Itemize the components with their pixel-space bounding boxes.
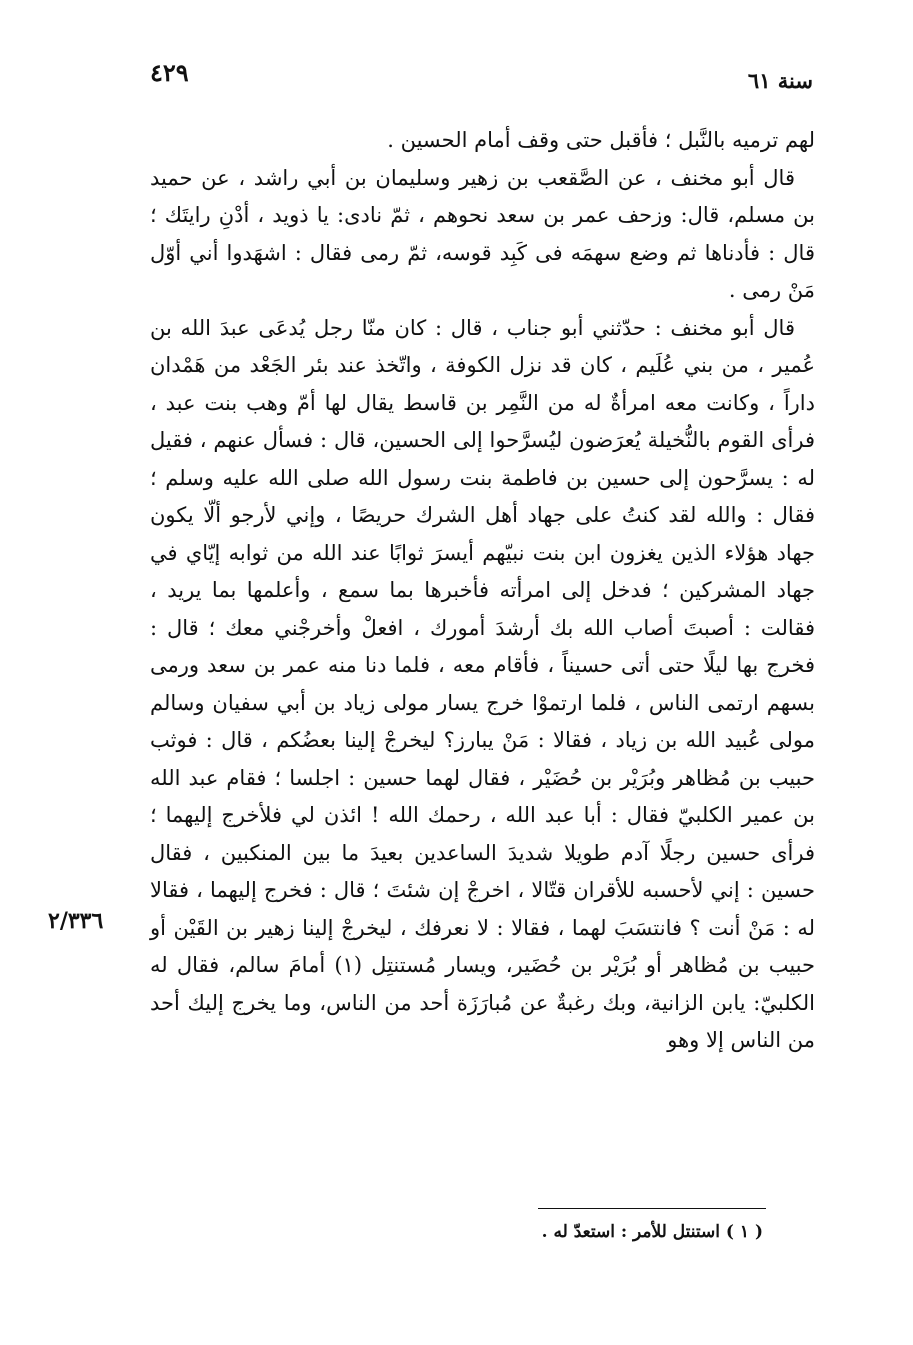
running-header: سنة ٦١	[747, 68, 813, 93]
margin-reference: ٢/٣٣٦	[48, 908, 104, 934]
main-text	[150, 122, 815, 1060]
footnote-divider	[538, 1208, 766, 1209]
paragraph: لهم ترميه بالنَّبل ؛ فأقبل حتى وقف أمام الحسين .	[387, 128, 815, 152]
footnote: ( ١ ) استنتل للأمر : استعدّ له .	[541, 1222, 763, 1242]
paragraph: قال أبو مخنف : حدّثني أبو جناب ، قال : كان منّا رجل يُدعَى عبدَ الله بن عُمير ، من بني عُلَيم ، كان قد نزل الكوفة ، واتّخذ عند بئر الجَعْد من هَمْدان داراً ، وكانت معه امرأةٌ له من النَّمِر بن قاسط يقال لها أمّ وهب بنت عبد ، فرأى القوم بالنُّخيلة يُعرَضون ليُسرَّحوا إلى الحسين، قال : فسأل عنهم ، فقيل له : يسرَّحون إلى حسين بن فاطمة بنت رسول الله صلى الله عليه وسلم ؛ فقال : والله لقد كنتُ على جهاد أهل الشرك حريصًا ، وإني لأرجو ألّا يكون جهاد هؤلاء الذين يغزون ابن بنت نبيّهم أيسرَ ثوابًا عند الله من ثوابه إيّاي في جهاد المشركين ؛ فدخل إلى امرأته فأخبرها بما سمع ، وأعلمها بما يريد ، فقالت : أصبتَ أصاب الله بك أرشدَ أمورك ، افعلْ وأخرجْني معك ؛ قال : فخرج بها ليلًا حتى أتى حسيناً ، فأقام معه ، فلما دنا منه عمر بن سعد ورمى بسهم ارتمى الناس ، فلما ارتموْا خرج يسار مولى زياد بن أبي سفيان وسالم مولى عُبيد الله بن زياد ، فقالا : مَنْ يبارز؟ ليخرجْ إلينا بعضُكم ، قال : فوثب حبيب بن مُظاهر وبُرَيْر بن حُضَيْر ، فقال لهما حسين : اجلسا ؛ فقام عبد الله بن عمير الكلبيّ فقال : أبا عبد الله ، رحمك الله ! ائذن لي فلأخرج إليهما ؛ فرأى حسين رجلًا آدم طويلا شديدَ الساعدين بعيدَ ما بين المنكبين ، فقال حسين : إني لأحسبه للأقران قتّالا ، اخرجْ إن شئتَ ؛ قال : فخرج إليهما ، فقالا له : مَنْ أنت ؟ فانتسَبَ لهما ، فقالا : لا نعرفك ، ليخرجْ إلينا زهير بن القَيْن أو حبيب بن مُظاهر أو بُرَيْر بن حُضَير، ويسار مُستنتِل (١) أمامَ سالم، فقال له الكلبيّ: يابن الزانية، وبك رغبةٌ عن مُبارَزَة أحد من الناس، وما يخرج إليك أحد من الناس إلا وهو	[150, 315, 815, 1052]
paragraph: قال أبو مخنف ، عن الصَّقعب بن زهير وسليمان بن أبي راشد ، عن حميد بن مسلم، قال: وزحف عمر بن سعد نحوهم ، ثمّ نادى: يا ذويد ، أدْنِ رايتَك ؛ قال : فأدناها ثم وضع سهمَه فى كَبِد قوسه، ثمّ رمى فقال : اشهَدوا أني أوّل مَنْ رمى .	[150, 165, 815, 302]
page-number: ٤٢٩	[150, 58, 189, 87]
